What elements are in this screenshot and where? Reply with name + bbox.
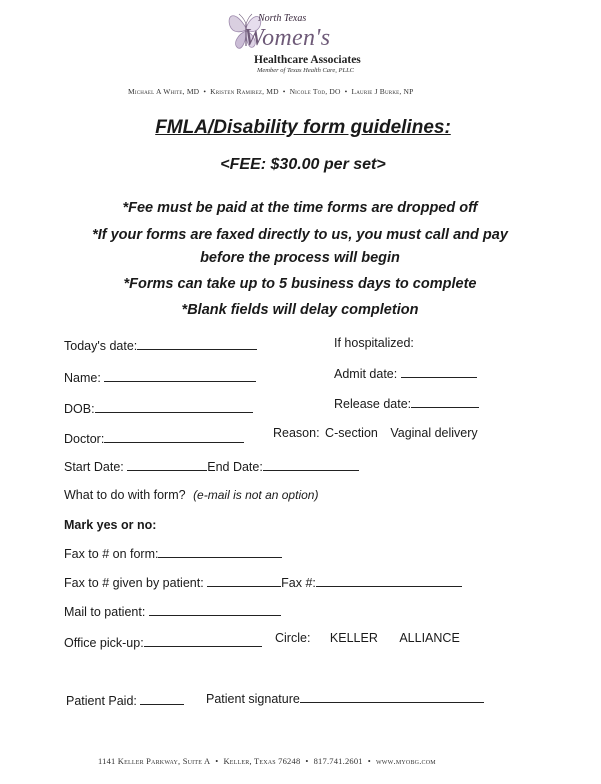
rule-business-days: *Forms can take up to 5 business days to complete (123, 276, 477, 292)
footer-phone: 817.741.2601 (313, 756, 363, 766)
office-pickup-line[interactable] (144, 636, 262, 647)
patient-signature-label: Patient signature (206, 692, 300, 706)
end-date-line[interactable] (263, 460, 359, 471)
provider-name: Kristen Ramirez, MD (210, 87, 279, 96)
page-title: FMLA/Disability form guidelines: (155, 117, 451, 138)
fax-given-line[interactable] (207, 576, 281, 587)
brand-healthcare-associates: Healthcare Associates (254, 54, 361, 66)
location-keller[interactable]: KELLER (329, 631, 378, 645)
fax-on-form-line[interactable] (158, 547, 282, 558)
circle-location-row (275, 631, 460, 645)
separator: • (215, 756, 219, 766)
release-date-field[interactable] (334, 397, 479, 411)
name-line[interactable] (104, 371, 256, 382)
start-date-label: Start Date: (64, 460, 124, 474)
what-to-do-row (64, 488, 318, 502)
fax-on-form-field[interactable] (64, 547, 282, 561)
brand-north-texas: North Texas (258, 13, 307, 24)
reason-option-csection[interactable]: C-section (325, 426, 378, 440)
rule-faxed-continued: before the process will begin (200, 250, 400, 266)
footer-address (98, 756, 436, 766)
doctor-label: Doctor: (64, 432, 105, 446)
fax-given-field[interactable] (64, 576, 462, 590)
what-to-do-label: What to do with form? (64, 488, 186, 502)
mail-to-patient-line[interactable] (149, 605, 281, 616)
circle-label: Circle: (275, 631, 311, 645)
patient-paid-field[interactable] (66, 694, 184, 708)
separator: • (344, 87, 348, 96)
admit-date-line[interactable] (401, 367, 477, 378)
separator: • (203, 87, 207, 96)
rule-blank-fields: *Blank fields will delay completion (181, 302, 419, 318)
brand-member-note: Member of Texas Health Care, PLLC (257, 67, 355, 74)
admit-date-label: Admit date: (334, 367, 398, 381)
rule-fee-dropoff: *Fee must be paid at the time forms are dropped off (122, 200, 478, 216)
release-date-line[interactable] (411, 397, 479, 408)
location-alliance[interactable]: ALLIANCE (399, 631, 460, 645)
start-date-line[interactable] (127, 460, 207, 471)
reason-label: Reason: (273, 426, 320, 440)
mail-to-patient-label: Mail to patient: (64, 605, 146, 619)
footer-website: www.myobg.com (375, 756, 436, 766)
separator: • (305, 756, 309, 766)
office-pickup-label: Office pick-up: (64, 636, 144, 650)
start-end-date-field[interactable] (64, 460, 359, 474)
office-pickup-field[interactable] (64, 636, 262, 650)
provider-list (128, 87, 414, 96)
provider-name: Nicole Tod, DO (289, 87, 341, 96)
mark-yes-no-label: Mark yes or no: (64, 518, 157, 532)
name-field[interactable] (64, 371, 256, 385)
patient-paid-line[interactable] (140, 694, 184, 705)
fee-notice: <FEE: $30.00 per set> (220, 156, 386, 173)
doctor-line[interactable] (104, 432, 244, 443)
release-date-label: Release date: (334, 397, 412, 411)
dob-label: DOB: (64, 402, 95, 416)
footer-street: 1141 Keller Parkway, Suite A (98, 756, 211, 766)
fax-number-line[interactable] (316, 576, 462, 587)
patient-paid-label: Patient Paid: (66, 694, 137, 708)
end-date-label: End Date: (207, 460, 263, 474)
fax-number-label: Fax #: (281, 576, 316, 590)
provider-name: Laurie J Burke, NP (351, 87, 414, 96)
rule-faxed-call: *If your forms are faxed directly to us, you must call and pay (92, 227, 508, 243)
fax-given-label: Fax to # given by patient: (64, 576, 204, 590)
reason-option-vaginal[interactable]: Vaginal delivery (390, 426, 478, 440)
todays-date-line[interactable] (137, 339, 257, 350)
email-note: (e-mail is not an option) (193, 488, 319, 502)
fax-on-form-label: Fax to # on form: (64, 547, 159, 561)
if-hospitalized-label: If hospitalized: (334, 336, 414, 350)
dob-field[interactable] (64, 402, 253, 416)
reason-field (273, 426, 478, 440)
footer-city: Keller, Texas 76248 (223, 756, 301, 766)
separator: • (367, 756, 371, 766)
separator: • (282, 87, 286, 96)
admit-date-field[interactable] (334, 367, 477, 381)
patient-signature-field[interactable] (206, 692, 484, 706)
doctor-field[interactable] (64, 432, 244, 446)
patient-signature-line[interactable] (300, 692, 484, 703)
todays-date-field[interactable] (64, 339, 257, 353)
mail-to-patient-field[interactable] (64, 605, 281, 619)
provider-name: Michael A White, MD (128, 87, 200, 96)
todays-date-label: Today's date: (64, 339, 138, 353)
brand-womens: Women's (244, 25, 331, 51)
dob-line[interactable] (95, 402, 253, 413)
name-label: Name: (64, 371, 101, 385)
